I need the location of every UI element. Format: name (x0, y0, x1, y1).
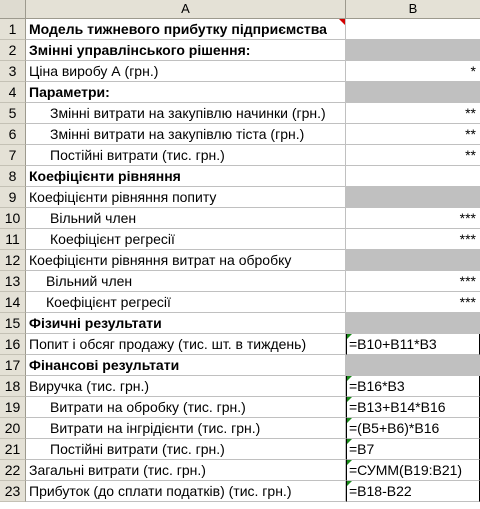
row-13 (0, 271, 480, 292)
row-header[interactable]: 14 (0, 292, 26, 313)
row-header[interactable]: 20 (0, 418, 26, 439)
row-header[interactable]: 4 (0, 82, 26, 103)
cell-b12[interactable] (346, 250, 480, 271)
cell-formula: =B16*B3 (349, 378, 405, 394)
cell-b21[interactable] (346, 439, 480, 460)
cell-a15[interactable]: Фізичні результати (26, 313, 346, 334)
cell-b1[interactable] (346, 19, 480, 40)
cell-a14[interactable]: Коефіцієнт регресії (26, 292, 346, 313)
row-header[interactable]: 8 (0, 166, 26, 187)
cell-b7[interactable]: ** (346, 145, 480, 166)
row-3 (0, 61, 480, 82)
cell-b11[interactable]: *** (346, 229, 480, 250)
column-header-row (0, 0, 480, 19)
row-header[interactable]: 11 (0, 229, 26, 250)
formula-indicator-icon (347, 334, 352, 339)
row-header[interactable]: 10 (0, 208, 26, 229)
column-header-b[interactable]: B (408, 1, 418, 16)
cell-a2[interactable]: Змінні управлінського рішення: (26, 40, 346, 61)
row-header[interactable]: 13 (0, 271, 26, 292)
cell-formula: =B10+B11*B3 (349, 336, 437, 352)
cell-b20[interactable] (346, 418, 480, 439)
cell-b23[interactable] (346, 481, 480, 502)
row-22 (0, 460, 480, 481)
comment-indicator-icon (339, 19, 345, 25)
cell-a5[interactable]: Змінні витрати на закупівлю начинки (грн.) (26, 103, 346, 124)
formula-indicator-icon (347, 397, 352, 402)
row-header[interactable]: 22 (0, 460, 26, 481)
cell-a4[interactable]: Параметри: (26, 82, 346, 103)
cell-b10[interactable]: *** (346, 208, 480, 229)
row-10 (0, 208, 480, 229)
row-header[interactable]: 2 (0, 40, 26, 61)
cell-formula: =B7 (349, 441, 375, 457)
row-18 (0, 376, 480, 397)
cell-b2[interactable] (346, 40, 480, 61)
cell-formula: =B18-B22 (349, 483, 412, 499)
formula-indicator-icon (347, 481, 352, 486)
cell-b19[interactable] (346, 397, 480, 418)
cell-b6[interactable]: ** (346, 124, 480, 145)
row-20 (0, 418, 480, 439)
formula-indicator-icon (347, 418, 352, 423)
row-12 (0, 250, 480, 271)
row-14 (0, 292, 480, 313)
cell-a12[interactable]: Коефіцієнти рівняння витрат на обробку (26, 250, 346, 271)
cell-a19[interactable]: Витрати на обробку (тис. грн.) (26, 397, 346, 418)
row-15 (0, 313, 480, 334)
cell-b22[interactable] (346, 460, 480, 481)
row-header[interactable]: 18 (0, 376, 26, 397)
select-all-corner[interactable] (0, 0, 26, 18)
cell-a10[interactable]: Вільний член (26, 208, 346, 229)
row-21 (0, 439, 480, 460)
cell-b14[interactable]: *** (346, 292, 480, 313)
cell-a18[interactable]: Виручка (тис. грн.) (26, 376, 346, 397)
cell-b9[interactable] (346, 187, 480, 208)
row-8 (0, 166, 480, 187)
cell-formula: =(B5+B6)*B16 (349, 420, 440, 436)
row-header[interactable]: 21 (0, 439, 26, 460)
column-header-a[interactable]: A (26, 0, 346, 18)
row-header[interactable]: 3 (0, 61, 26, 82)
formula-indicator-icon (347, 376, 352, 381)
cell-a20[interactable]: Витрати на інгрідієнти (тис. грн.) (26, 418, 346, 439)
row-header[interactable]: 17 (0, 355, 26, 376)
row-header[interactable]: 12 (0, 250, 26, 271)
row-16 (0, 334, 480, 355)
cell-b16[interactable] (346, 334, 480, 355)
cell-formula: =СУММ(B19:B21) (349, 462, 463, 478)
row-4 (0, 82, 480, 103)
cell-a9[interactable]: Коефіцієнти рівняння попиту (26, 187, 346, 208)
row-header[interactable]: 19 (0, 397, 26, 418)
cell-formula: =B13+B14*B16 (349, 399, 446, 415)
cell-a3[interactable]: Ціна виробу А (грн.) (26, 61, 346, 82)
cell-a22[interactable]: Загальні витрати (тис. грн.) (26, 460, 346, 481)
row-5 (0, 103, 480, 124)
cell-a13[interactable]: Вільний член (26, 271, 346, 292)
cell-a16[interactable]: Попит і обсяг продажу (тис. шт. в тиждень) (26, 334, 346, 355)
row-header[interactable]: 23 (0, 481, 26, 502)
row-2 (0, 40, 480, 61)
row-6 (0, 124, 480, 145)
cell-a23[interactable]: Прибуток (до сплати податків) (тис. грн.) (26, 481, 346, 502)
row-header[interactable]: 16 (0, 334, 26, 355)
cell-a17[interactable]: Фінансові результати (26, 355, 346, 376)
formula-indicator-icon (347, 460, 352, 465)
cell-b5[interactable]: ** (346, 103, 480, 124)
row-header[interactable]: 15 (0, 313, 26, 334)
row-header[interactable]: 5 (0, 103, 26, 124)
row-header[interactable]: 6 (0, 124, 26, 145)
cell-b13[interactable]: *** (346, 271, 480, 292)
cell-a1[interactable] (26, 19, 346, 40)
cell-a7[interactable]: Постійні витрати (тис. грн.) (26, 145, 346, 166)
cell-b17[interactable] (346, 355, 480, 376)
cell-b4[interactable] (346, 82, 480, 103)
row-header[interactable]: 7 (0, 145, 26, 166)
row-7 (0, 145, 480, 166)
row-11 (0, 229, 480, 250)
cell-b3[interactable]: * (346, 61, 480, 82)
row-17 (0, 355, 480, 376)
row-1 (0, 19, 480, 40)
row-9 (0, 187, 480, 208)
cell-b15[interactable] (346, 313, 480, 334)
row-header[interactable]: 1 (0, 19, 26, 40)
cell-a6[interactable]: Змінні витрати на закупівлю тіста (грн.) (26, 124, 346, 145)
row-header[interactable]: 9 (0, 187, 26, 208)
cell-a21[interactable]: Постійні витрати (тис. грн.) (26, 439, 346, 460)
cell-a11[interactable]: Коефіцієнт регресії (26, 229, 346, 250)
cell-b18[interactable] (346, 376, 480, 397)
row-19 (0, 397, 480, 418)
cell-a8[interactable]: Коефіцієнти рівняння (26, 166, 346, 187)
formula-indicator-icon (347, 439, 352, 444)
row-23 (0, 481, 480, 502)
cell-text: Модель тижневого прибутку підприємства (29, 21, 327, 37)
cell-b8[interactable] (346, 166, 480, 187)
